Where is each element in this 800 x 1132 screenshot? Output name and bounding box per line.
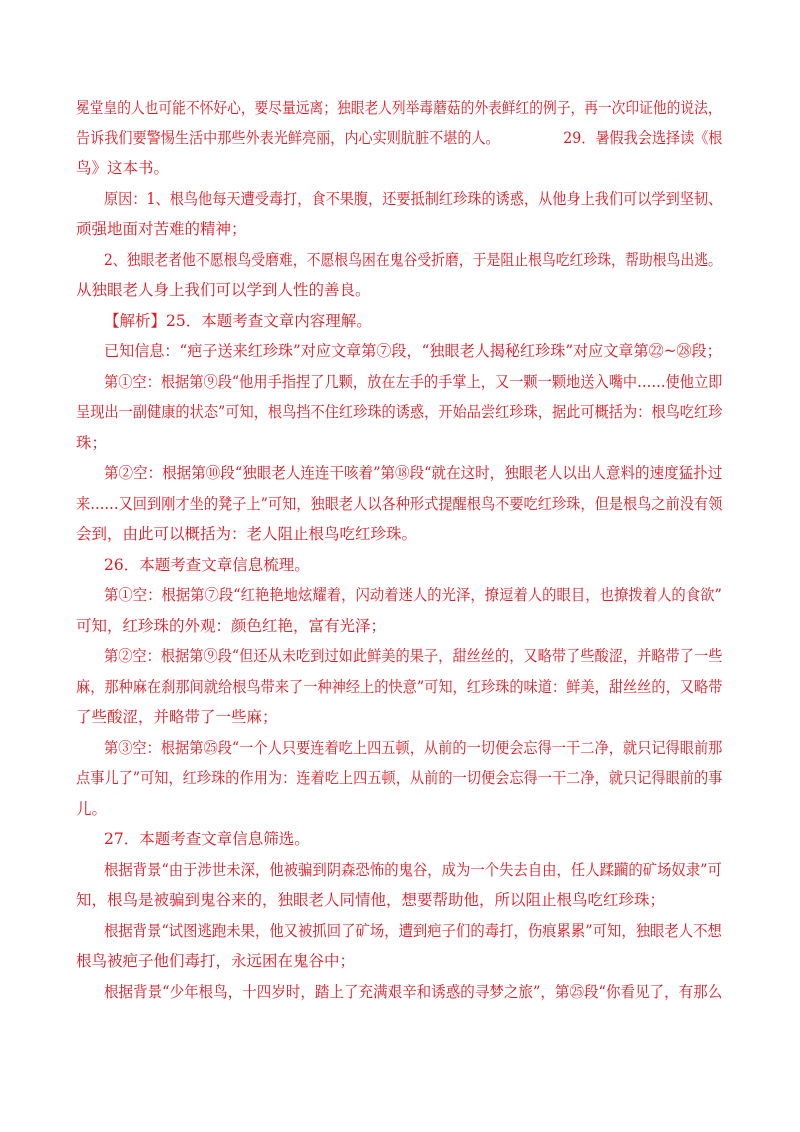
text-line: 可知，红珍珠的外观：颜色红艳，富有光泽；	[76, 617, 387, 635]
text-line: 第③空：根据第㉕段“一个人只要连着吃上四五顿，从前的一切便会忘得一干二净，就只记得眼前那	[104, 739, 723, 757]
section-heading: 26．本题考查文章信息梳理。	[104, 556, 310, 574]
text-line: 2、独眼老者他不愿根鸟受磨难，不愿根鸟困在鬼谷受折磨，于是阻止根鸟吃红珍珠，帮助根鸟出逃。	[104, 251, 722, 269]
text-line: 会到，由此可以概括为：老人阻止根鸟吃红珍珠。	[76, 525, 418, 543]
text-line: 第①空：根据第⑨段“他用手指捏了几颗，放在左手的手掌上，又一颗一颗地送入嘴中……使他立即	[104, 373, 723, 391]
text-line: 来……又回到刚才坐的凳子上”可知，独眼老人以各种形式提醒根鸟不要吃红珍珠，但是根鸟之前没有领	[76, 495, 723, 513]
text-line: 知，根鸟是被骗到鬼谷来的，独眼老人同情他，想要帮助他，所以阻止根鸟吃红珍珠；	[76, 891, 666, 909]
text-line: 已知信息：“疤子送来红珍珠”对应文章第⑦段，“独眼老人揭秘红珍珠”对应文章第㉒~㉘段；	[104, 342, 722, 360]
text-line: 珠；	[76, 434, 108, 452]
text-line: 点事儿了”可知，红珍珠的作用为：连着吃上四五顿，从前的一切便会忘得一干二净，就只记得眼前的事	[76, 769, 723, 787]
text-line: 顽强地面对苦难的精神；	[76, 220, 247, 238]
text-line: 原因：1、根鸟他每天遭受毒打，食不果腹，还要抵制红珍珠的诱惑，从他身上我们可以学到坚韧、	[104, 190, 723, 208]
text-line: 根据背景“试图逃跑未果，他又被抓回了矿场，遭到疤子们的毒打，伤痕累累”可知，独眼老人不想	[104, 922, 722, 940]
text-line: 根鸟被疤子他们毒打，永远困在鬼谷中；	[76, 952, 356, 970]
text-line: 根据背景“少年根鸟，十四岁时，踏上了充满艰辛和诱惑的寻梦之旅”，第㉕段“你看见了，有那么	[104, 983, 723, 1001]
text-line: 冕堂皇的人也可能不怀好心，要尽量远离；独眼老人列举毒蘑菇的外表鲜红的例子，再一次印证他的说法，	[76, 99, 722, 117]
analysis-heading: 【解析】25．本题考查文章内容理解。	[104, 312, 372, 330]
text-line: 儿。	[76, 800, 108, 818]
text-line: 第①空：根据第⑦段“红艳艳地炫耀着，闪动着迷人的光泽，撩逗着人的眼目，也撩拨着人的食欲”	[104, 586, 722, 604]
text-line: 告诉我们要警惕生活中那些外表光鲜亮丽，内心实则肮脏不堪的人。 29．暑假我会选择读《根	[76, 129, 723, 147]
text-line: 呈现出一副健康的状态”可知，根鸟挡不住红珍珠的诱惑，开始品尝红珍珠，据此可概括为：根鸟吃红珍	[76, 403, 723, 421]
text-line: 根据背景“由于涉世未深，他被骗到阴森恐怖的鬼谷，成为一个失去自由，任人蹂躏的矿场奴隶”可	[104, 861, 722, 879]
text-line: 第②空：根据第⑩段“独眼老人连连干咳着”第⑱段“就在这时，独眼老人以出人意料的速度猛扑过	[104, 464, 723, 482]
text-line: 了些酸涩，并略带了一些麻；	[76, 708, 278, 726]
text-line: 从独眼老人身上我们可以学到人性的善良。	[76, 281, 371, 299]
text-line: 第②空：根据第⑨段“但还从未吃到过如此鲜美的果子，甜丝丝的，又略带了些酸涩，并略带了一些	[104, 647, 723, 665]
section-heading: 27．本题考查文章信息筛选。	[104, 830, 310, 848]
text-line: 麻，那种麻在刹那间就给根鸟带来了一种神经上的快意”可知，红珍珠的味道：鲜美，甜丝丝的，又略带	[76, 678, 723, 696]
text-line: 鸟》这本书。	[76, 159, 170, 177]
